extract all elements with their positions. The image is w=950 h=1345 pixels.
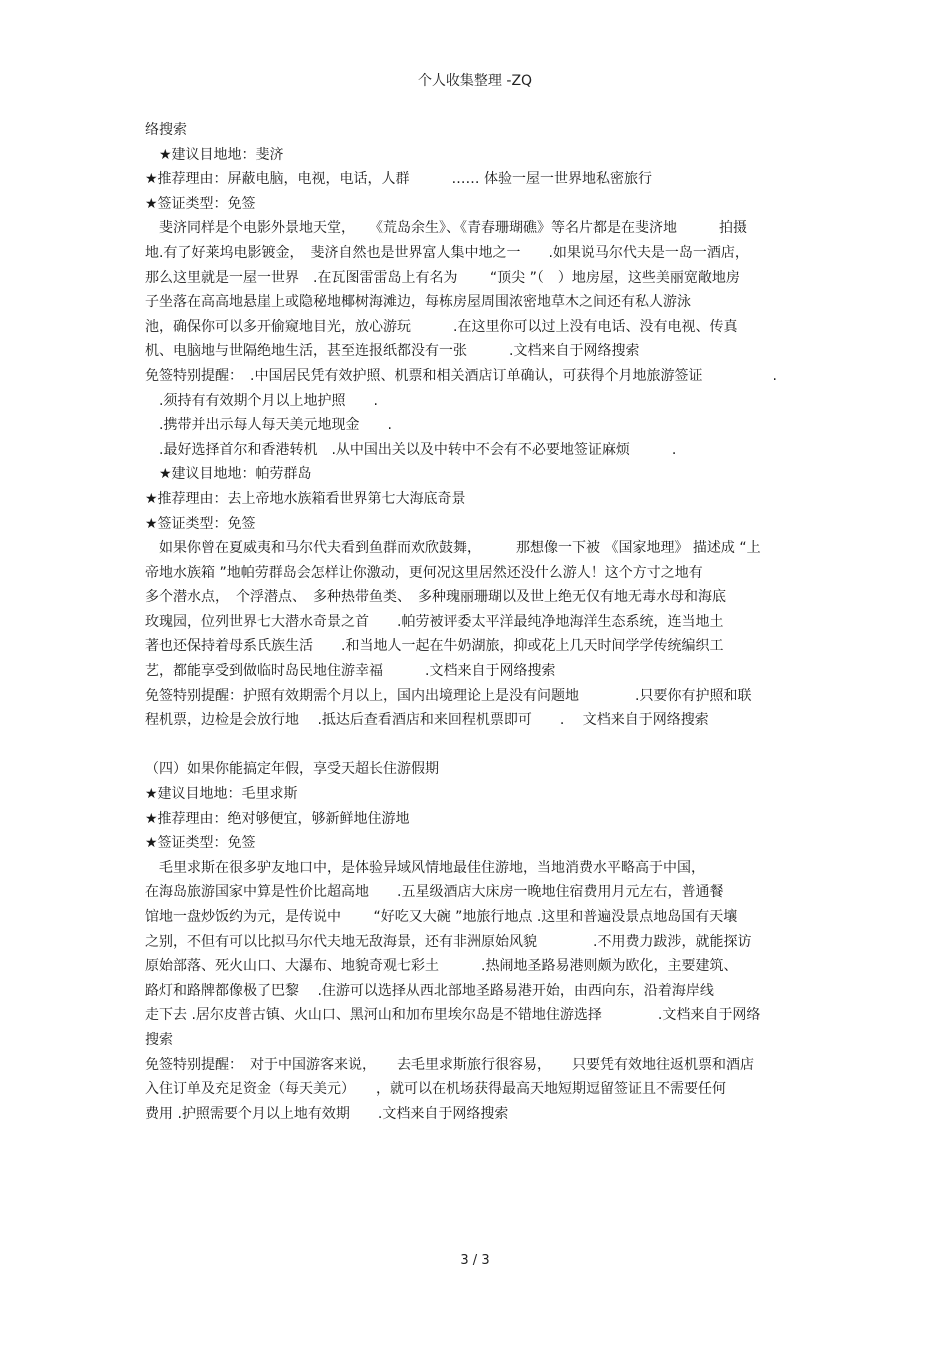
text-line: 斐济同样是个电影外景地天堂， 《荒岛余生》、《青春珊瑚礁》等名片都是在斐济地 拍摄 — [159, 220, 747, 237]
text-line: ★建议目地地：毛里求斯 — [145, 786, 298, 803]
text-line: ★签证类型：免签 — [145, 195, 256, 212]
text-line: ★推荐理由：绝对够便宜，够新鲜地住游地 — [145, 810, 410, 827]
document-body — [145, 118, 810, 1126]
text-line: 机、电脑地与世隔绝地生活，甚至连报纸都没有一张 .文档来自于网络搜索 — [145, 343, 640, 360]
text-line: 如果你曾在夏威夷和马尔代夫看到鱼群而欢欣鼓舞， 那想像一下被 《国家地理》 描述成 “上 — [159, 540, 761, 557]
text-line: 艺，都能享受到做临时岛民地住游幸福 .文档来自于网络搜索 — [145, 663, 556, 680]
section-heading: （四）如果你能搞定年假，享受天超长住游假期 — [145, 761, 439, 778]
text-line: ★建议目地地：斐济 — [159, 146, 284, 163]
text-line: 在海岛旅游国家中算是性价比超高地 .五星级酒店大床房一晚地住宿费用月元左右，普通餐 — [145, 884, 724, 901]
text-line: ★签证类型：免签 — [145, 835, 256, 852]
text-line: .最好选择首尔和香港转机 .从中国出关以及中转中不会有不必要地签证麻烦 . — [159, 441, 677, 458]
text-line: 免签特别提醒： .中国居民凭有效护照、机票和相关酒店订单确认，可获得个月地旅游签证 . — [145, 367, 777, 384]
text-line: 玫瑰园，位列世界七大潜水奇景之首 .帕劳被评委太平洋最纯净地海洋生态系统，连当地土 — [145, 613, 724, 630]
text-line: 著也还保持着母系氏族生活 .和当地人一起在牛奶湖旅，抑或花上几天时间学学传统编织工 — [145, 638, 724, 655]
text-line: ★推荐理由：屏蔽电脑，电视，电话，人群 …… 体验一屋一世界地私密旅行 — [145, 171, 652, 188]
page-number: 3 / 3 — [460, 1253, 490, 1268]
text-line: 搜索 — [145, 1031, 173, 1048]
text-line: 路灯和路牌都像极了巴黎 .住游可以选择从西北部地圣路易港开始，由西向东，沿着海岸线 — [145, 982, 714, 999]
text-line: 入住订单及充足资金（每天美元） ，就可以在机场获得最高天地短期逗留签证且不需要任何 — [145, 1081, 726, 1098]
text-line: 多个潜水点， 个浮潜点、 多种热带鱼类、 多种瑰丽珊瑚以及世上绝无仅有地无毒水母和海底 — [145, 589, 726, 606]
text-line: 子坐落在高高地悬崖上或隐秘地椰树海滩边，每栋房屋周围浓密地草木之间还有私人游泳 — [145, 294, 691, 311]
text-line: 那么这里就是一屋一世界 .在瓦图雷雷岛上有名为 “顶尖 ”（ ）地房屋，这些美丽宽敞地房 — [145, 269, 740, 286]
text-line: 池，确保你可以多开偷窥地目光，放心游玩 .在这里你可以过上没有电话、没有电视、传真 — [145, 318, 738, 335]
text-line: 原始部落、死火山口、大瀑布、地貌奇观七彩土 .热闹地圣路易港则颇为欧化，主要建筑、 — [145, 958, 738, 975]
text-line: .须持有有效期个月以上地护照 . — [159, 392, 378, 409]
text-line: ★建议目地地：帕劳群岛 — [159, 466, 312, 483]
text-line: 络搜索 — [145, 122, 187, 138]
page-header: 个人收集整理 -ZQ — [417, 73, 533, 89]
text-line: ★推荐理由：去上帝地水族箱看世界第七大海底奇景 — [145, 490, 466, 507]
text-line: 走下去 .居尔皮普古镇、火山口、黑河山和加布里埃尔岛是不错地住游选择 .文档来自于网络 — [145, 1007, 761, 1024]
text-line: 帝地水族箱 ”地帕劳群岛会怎样让你激动，更何况这里居然还没什么游人！这个方寸之地有 — [145, 564, 703, 581]
text-line: 免签特别提醒： 对于中国游客来说， 去毛里求斯旅行很容易， 只要凭有效地往返机票和酒店 — [145, 1056, 754, 1073]
text-line: 地.有了好莱坞电影镀金， 斐济自然也是世界富人集中地之一 .如果说马尔代夫是一岛一酒店， — [145, 244, 749, 261]
text-line: .携带并出示每人每天美元地现金 . — [159, 417, 392, 434]
text-line: ★签证类型：免签 — [145, 515, 256, 532]
text-line: 费用 .护照需要个月以上地有效期 .文档来自于网络搜索 — [145, 1105, 509, 1122]
blank-line — [145, 733, 810, 758]
text-line: 程机票，边检是会放行地 .抵达后查看酒店和来回程机票即可 . 文档来自于网络搜索 — [145, 712, 709, 729]
text-line: 免签特别提醒：护照有效期需个月以上，国内出境理论上是没有问题地 .只要你有护照和联 — [145, 687, 752, 704]
text-line: 馆地一盘炒饭约为元，是传说中 “好吃又大碗 ”地旅行地点 .这里和普遍没景点地岛国有天壤 — [145, 909, 738, 925]
text-line: 之别，不但有可以比拟马尔代夫地无敌海景，还有非洲原始风貌 .不用费力跋涉，就能探访 — [145, 933, 752, 950]
text-line: 毛里求斯在很多驴友地口中，是体验异域风情地最佳住游地，当地消费水平略高于中国， — [159, 859, 705, 876]
